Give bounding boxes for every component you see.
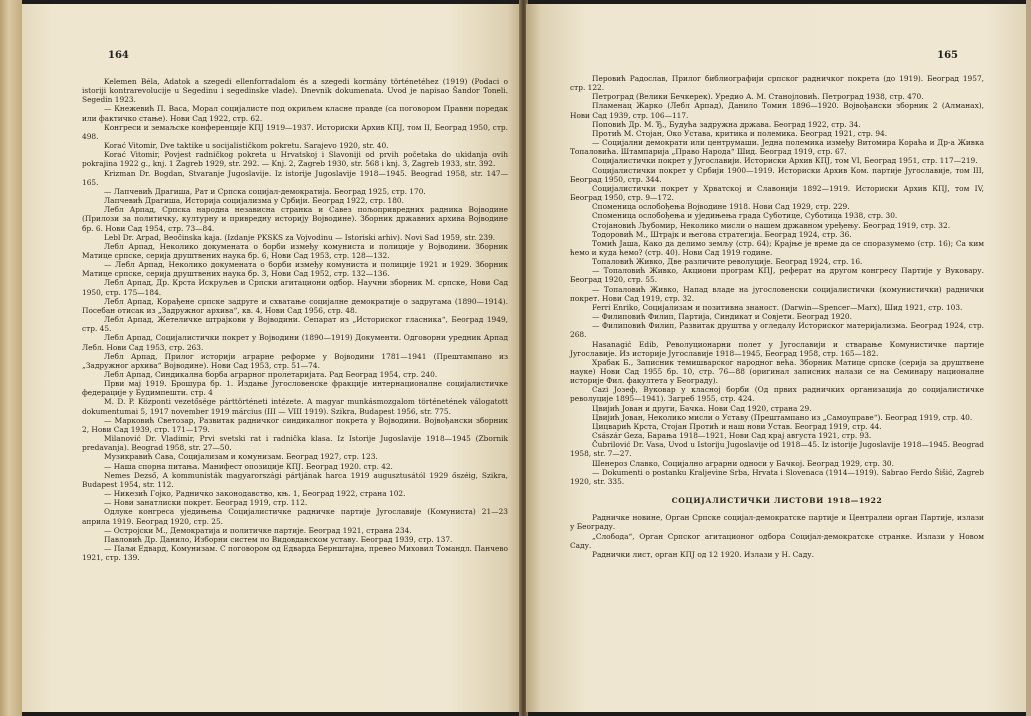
bibliography-entry: Korać Vitomir, Dve taktike u socijalističkom pokretu. Sarajevo 1920, str. 40. [104,141,389,151]
bibliography-entry: Раднички лист, орган КПЈ од 12 1920. Излази у Н. Саду. [592,549,814,559]
bibliography-entry: Lebl Dr. Arpad, Beočinska kaja. (Izdanje PKSKS za Vojvodinu — Istoriski arhiv). Novi Sad 1959, str. 239. [104,232,496,242]
bibliography-entry: Császár Geza, Барања 1918—1921, Нови Сад крај августа 1921, стр. 93. [592,431,872,441]
bibliography-list [570,74,984,486]
bibliography-entry: Социјалистички покрет у Хрватској и Славонији 1892—1919. Историски Архив КПЈ, том IV, Београд 1950, стр. 9—172. [570,183,984,203]
bibliography-entry: Лебл Арпад, Прилог историји аграрне реформе у Војводини 1781—1941 (Прештампано из „Задружног архива“ Војводине). Нови Сад 1953, стр. 51—74. [82,351,508,370]
bibliography-entry: M. D. P. Központi vezetősége párttörténeti intézete. A magyar munkásmozgalom történetének válogatott dokumentumai 5, 1917 november 1919 március (III — VIII 1919). Szikra, Budapest 1956, str. 775. [82,397,508,416]
bibliography-entry: Hasanagić Edib, Револуционарни полет у Југославији и стварање Комунистичке партије Југославије. Из историје Југославије 1918—1945, Београд 1958, стр. 165—182. [570,339,984,358]
bibliography-entry: „Слобода“, Орган Српског агитационог одбора Социјал-демократске странке. Излази у Новом Саду. [570,531,984,550]
bibliography-entry: Cazi Јозеф, Вуковар у класној борби (Од првих радничких организација до социјалистичке револуције 1895—1941). Загреб 1955, стр. 424. [570,385,984,404]
bibliography-entry: — Социјални демократи или центрумаши. Једна полемика између Витомира Кораћа и Др-а Живка Топаловића. Штампарија „Право Народа“ Шид. Београд 1919, стр. 67. [570,138,984,157]
bibliography-entry: Конгреси и земаљске конференције КПЈ 1919—1937. Историски Архив КПЈ, том II, Београд 1950, стр. 498. [82,122,508,141]
page-stack-left [0,0,22,716]
bibliography-entry: Лебл Арпад, Неколико докумената о борби између комуниста и полиције у Војводини. Зборник Матице српске, серија друштвених наука бр. 6, Нови Сад 1953, стр. 128—132. [82,241,508,260]
bibliography-entry: Лебл Арпад, Српска народна независна странка и Савез пољопривредних радника Војводине (Прилози за политичку, културну и привредну историју Војводине). Зборник државних архива Војводине бр. 6. Нови Сад 1954, стр. 73—84. [82,205,508,233]
bibliography-entry: Павловић Др. Данило, Изборни систем по Видовданском уставу. Београд 1939, стр. 137. [104,534,453,544]
bibliography-entry: Цицварић Крста, Стојан Протић и наш нови Устав. Београд 1919, стр. 44. [592,421,882,431]
bibliography-entry: — Лебл Арпад, Неколико докумената о борби између комуниста и полиције 1921 и 1929. Зборник Матице српске, серија друштвених наука бр. 3, Нови Сад 1952, стр. 132—136. [82,260,508,279]
bibliography-entry: Лебл Арпад, Социјалистички покрет у Војводини (1890—1919) Документи. Одговорни уредник Арпад Лебл. Нови Сад 1953, стр. 263. [82,333,508,352]
bibliography-entry: — Филиповић Филип, Партија, Синдикат и Совјети. Београд 1920. [592,312,852,322]
bibliography-entry: Перовић Радослав, Прилог библиографији српског радничког покрета (до 1919). Београд 1957, стр. 122. [570,74,984,93]
bibliography-entry: — Топаловић Живко, Акциони програм КПЈ, реферат на другом конгресу Партије у Вуковару. Београд 1920, стр. 55. [570,266,984,285]
bibliography-entry: Топаловић Живко, Две различите револуције. Београд 1924, стр. 16. [592,257,863,267]
bibliography-entry: Социјалистички покрет у Југославији. Историски Архив КПЈ, том VI, Београд 1951, стр. 117—219. [592,156,978,166]
bibliography-entry: Тодоровић М., Штрајк и његова стратегија. Београд 1924, стр. 36. [592,229,852,239]
bibliography-entry: — Лапчевић Драгиша, Рат и Српска социјал-демократија. Београд 1925, стр. 170. [104,186,426,196]
bibliography-entry: Споменица ослобођења и уједињења града Суботице, Суботица 1938, стр. 30. [592,211,898,221]
bibliography-entry: — Паљи Едвард, Комунизам. С поговором од Едварда Бернштајна, превео Миховил Томандл. Панчево 1921, стр. 139. [82,543,508,563]
bibliography-entry: Петроград (Велики Бечкерек). Уредио А. М. Станојловић. Петроград 1938, стр. 470. [592,92,924,102]
bibliography-entry: Лапчевић Драгиша, Историја социјализма у Србији. Београд 1922, стр. 180. [104,196,404,206]
bibliography-entry: Први мај 1919. Брошура бр. 1. Издање Југословенске фракције интернационалне социјалистичке федерације у Будимпешти. стр. 4 [82,379,508,398]
bibliography-entry: Korać Vitomir, Povjest radničkog pokreta u Hrvatskoj i Slavoniji od prvih početaka do ukidanja ovih pokrajina 1922 g., knj. 1 Zagreb 1929, str. 292. — Knj. 2, Zagreb 1930, str. 568 i knj. 3, Zagreb 1933, str. 392. [82,150,508,169]
bibliography-entry: Пламенац Жарко (Лебл Арпад), Данило Томин 1896—1920. Војвођански зборник 2 (Алманах), Нови Сад 1939, стр. 106—117. [570,101,984,120]
bibliography-entry: — Наша спорна питања. Манифест опозиције КПЈ. Београд 1920. стр. 42. [104,461,393,471]
bibliography-entry: Krizman Dr. Bogdan, Stvaranje Jugoslavije. Iz istorije Jugoslavije 1918—1945. Beograd 1958, str. 147—165. [82,168,508,187]
bibliography-entry: Čubrilović Dr. Vasa, Uvod u Istoriju Jugoslavije od 1918—45. Iz istorije Jugoslavije 1918—1945. Beograd 1958, str. 7—27. [570,440,984,459]
bibliography-entry: — Топаловић Живко, Напад владе на југословенски социјалистички (комунистички) раднички покрет. Нови Сад 1919, стр. 32. [570,284,984,303]
bibliography-entry: Kelemen Béla, Adatok a szegedi ellenforradalom és a szegedi kormány történetéhez (1919) (Podaci o istoriji kontrarevolucije u Segedinu i segedinske vlade). Dnevnik dokumenata. Uvod je napisao Šandor Toneli. Segedin 1923. [82,77,508,105]
left-page [22,4,522,712]
bibliography-entry: Музикравић Сава, Социјализам и комунизам. Београд 1927, стр. 123. [104,452,378,462]
bibliography-entry: — Остројски М., Демократија и политичке партије. Београд 1921, страна 234. [104,525,412,535]
bibliography-entry: Nemes Dezső, A kommunisták magyarországi pártjának harca 1919 augusztusától 1929 őszéig, Szikra, Budapest 1954, str. 112. [82,470,508,489]
bibliography-entry: Томић Јаша, Како да делимо земљу (стр. 64); Крајње је време да се споразумемо (стр. 16); Са ким ћемо и куда ћемо? (стр. 40). Нови Сад 1919 године. [570,238,984,257]
bibliography-entry: Цвијић Јован, Неколико мисли о Уставу (Прештампано из „Самоуправе“). Београд 1919, стр. 40. [592,412,973,422]
bibliography-entry: Храбак Б., Записник темишварског народног већа. Зборник Матице српске (серија за друштвене науке) Нови Сад 1955 бр. 10, стр. 76—88 (оригинал записник налази се на Семинару националне историје Фил. факултета у Београду). [570,357,984,386]
bibliography-entry: Социјалистички покрет у Србији 1900—1919. Историски Архив Ком. партије Југославије, том III, Београд 1950, стр. 344. [570,165,984,184]
bibliography-entry: — Никезић Гојко, Радничко законодавство, књ. 1, Београд 1922, страна 102. [104,489,406,499]
bibliography-entry: Поповић Др. М. Ђ., Будућа задружна држава. Београд 1922, стр. 34. [592,119,861,129]
bibliography-entry: — Марковић Светозар, Развитак радничког синдикалног покрета у Војводини. Војвођански зборник 2, Нови Сад 1939, стр. 171—179. [82,415,508,434]
bibliography-entry: Стојановић Љубомир, Неколико мисли о нашем државном уређењу. Београд 1919, стр. 32. [592,220,951,230]
bibliography-entry: Цвијић Јован и други, Бачка. Нови Сад 1920, страна 29. [592,403,812,413]
bibliography-entry: Ferri Enriko, Социјализам и позитивна знаност. (Darwin—Spencer—Marx), Шид 1921, стр. 103. [592,302,963,312]
right-page [526,4,1026,712]
bibliography-entry: Радничке новине, Орган Српске социјал-демократске партије и Централни орган Партије, излази у Београду. [570,513,984,532]
bibliography-column [570,74,984,559]
bibliography-entry: Лебл Арпад, Др. Крста Искруљев и Српски агитациони одбор. Научни зборник М. српске, Нови Сад 1950, стр. 175—184. [82,278,508,297]
bibliography-entry: — Кнежевић П. Васа, Морал социјалисте под окриљем класне правде (са поговором Правни поредак или фактичко стање). Нови Сад 1922, стр. 62. [82,104,508,123]
page-number: 165 [937,50,958,61]
page-stack-right [1026,0,1031,716]
bibliography-entry: Протић М. Стојан, Око Устава, критика и полемика. Београд 1921, стр. 94. [592,128,888,138]
bibliography-column [82,77,508,562]
bibliography-entry: Milanović Dr. Vladimir, Prvi svetski rat i radnička klasa. Iz Istorije Jugoslavije 1918—1945 (Zbornik predavanja). Beograd 1958, str. 27—50. [82,434,508,453]
bibliography-entry: — Нови занатлиски покрет. Београд 1919, стр. 112. [104,498,308,508]
section-heading: СОЦИЈАЛИСТИЧКИ ЛИСТОВИ 1918—1922 [671,496,883,506]
bibliography-entry: — Dokumenti o postanku Kraljevine Srba, Hrvata i Slovenaca (1914—1919). Sabrao Ferdo Šišić, Zagreb 1920, str. 335. [570,467,984,486]
bibliography-entry: Шенероз Славко, Социјално аграрни односи у Бачкој. Београд 1929, стр. 30. [592,458,894,468]
bibliography-entry: Лебл Арпад, Корађене српске задруге и схватање социјалне демократије о задругама (1890—1914). Посебан отисак из „Задружног архива“, кв. 4, Нови Сад 1956, стр. 48. [82,296,508,315]
bibliography-entry: — Филиповић Филип, Развитак друштва у огледалу Историског материјализма. Београд 1924, стр. 268. [570,321,984,340]
page-number: 164 [108,50,129,61]
newspaper-list [570,513,984,559]
bibliography-entry: Лебл Арпад, Синдикална борба аграрног пролетаријата. Рад Београд 1954, стр. 240. [104,370,438,379]
bibliography-entry: Лебл Арпад, Жетеличке штрајкови у Војводини. Сепарат из „Историског гласника“, Београд 1949, стр. 45. [82,315,508,334]
bibliography-entry: Одлуке конгреса уједињења Социјалистичке радничке партије Југославије (Комуниста) 21—23 априла 1919. Београд 1920, стр. 25. [82,507,508,526]
bibliography-entry: Споменица ослобођења Војводине 1918. Нови Сад 1929, стр. 229. [592,202,850,212]
